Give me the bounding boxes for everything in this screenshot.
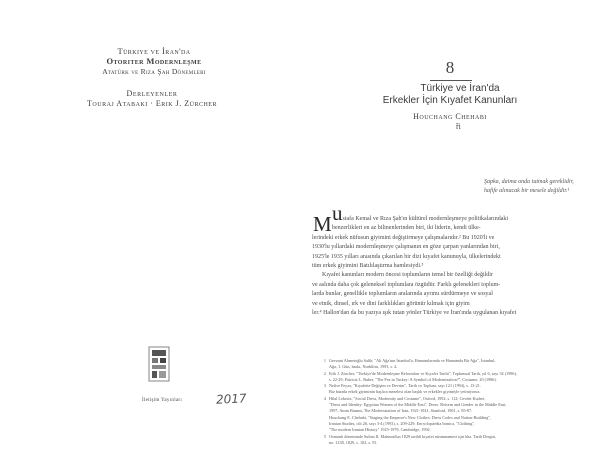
footnote-text: Osmanlı döneminde Sultan II. Mahmud'un 1829 tarihli kıyafet nizamnamesi için bkz. Tarih Dergisi, <box>329 433 497 439</box>
footnote-text: "The modern Iranian History" 1925-1979, Cambridge, 1992. <box>329 427 431 433</box>
footnote-text: Hilal Lekesiz, "Social Dress, Modernity and Costume", Oxford, 1992, s. 112; Cevdet Kudret, <box>329 395 486 401</box>
text-line: Kıyafet kanunları modern öncesi toplumların temel bir özelliği değildir <box>322 272 493 279</box>
text-line: 1930'lu yıllardaki modernleşmeye çalışmanın en göze çarpan yanlarından biri, <box>312 244 500 251</box>
editors-label: Derleyenler <box>126 89 178 98</box>
footnote-text: Ağa, 1. Gün, baskı, Nurbilim, 1993, s. 4. <box>329 364 398 370</box>
epigraph-line: Şapka, daima onda tutmak gereklidir, <box>484 179 574 185</box>
chapter-rule <box>430 80 472 81</box>
paragraph <box>312 271 597 318</box>
chapter-number: 8 <box>445 58 455 77</box>
footnote-text: s. 22-29; Patricia L. Baker, "The Fez in Turkey: A Symbol of Modernization?", Costume, 20 (1986). <box>329 376 497 382</box>
text-line: larda bunlar, genellikle toplumların aralarında ayrımı sürdürmeye ve sosyal <box>312 291 493 298</box>
handwritten-year: 2017 <box>215 391 247 407</box>
chapter-title-line2: Erkekler İçin Kıyafet Kanunları <box>382 95 518 106</box>
epigraph <box>484 178 596 196</box>
footnote-number: 2 <box>323 370 326 376</box>
footnote-text: 1997; Amin Banani, The Modernization of Iran, 1921-1941, Stanford, 1961, s. 85-87. <box>329 408 473 414</box>
editors-names: Touraj Atabaki · Erik J. Zürcher <box>87 99 217 108</box>
footnote-number: 3 <box>323 383 326 389</box>
text-line: ve aslında daha çok geleneksel toplumlara özgüdür. Farklı gelenekleri toplum- <box>312 281 501 288</box>
drop-cap: M <box>313 212 332 236</box>
book-title-line1: Türkiye ve İran'da <box>117 46 191 56</box>
footnote-text: Houchang E. Chehabi, "Staging the Emperor's New Clothes: Dress Codes and Nation-Building", <box>329 414 492 420</box>
right-page <box>300 0 600 464</box>
footnote-text: "Dress and Identity: Egyptian Women of the Middle East", Dress: Reform and Gender in the Middle East, <box>329 402 507 408</box>
text-line: ustafa Kemal ve Rıza Şah'ın kültürel modernleşmeye politikalarındaki <box>332 201 509 225</box>
chapter-title-line1: Türkiye ve İran'da <box>420 83 500 94</box>
book-subtitle: Atatürk ve Rıza Şah Dönemleri <box>102 67 206 76</box>
footnote-text: Erik J. Zürcher, "Türkiye'de Modernleşme Reformları ve Kıyafet Tarihi", Toplumsal Tarih, yıl 6, sayı 34 (1996), <box>329 370 517 376</box>
footnote-text: Iranian Studies, cilt 26, sayı 3-4 (1993), s. 209-229; Encyclopaedia Iranica, "Clothing". <box>329 420 476 426</box>
footnote <box>318 440 596 446</box>
text-line: tüm erkek giyimini Batılılaştırma hamlesiydi.³ <box>312 263 424 270</box>
footnote-text: no. 1238, 1829, s. 102, s. 55. <box>329 439 378 445</box>
chapter-author: Houchang Chehabi <box>413 112 487 121</box>
text-line: 1925'le 1935 yılları arasında çıkarılan bir dizi kıyafet kanunuyla, ülkelerindeki <box>312 253 501 260</box>
text-line: lerindeki erkek nüfusun giyimini değiştirmeye çalışmalarıdır.² Bu 1920'li ve <box>312 234 495 241</box>
text-line: ve etnik, dinsel, ırk ve dini farklılıkları görünür kılmak için giyim <box>312 300 470 307</box>
body-text <box>312 201 597 318</box>
footnote-number <box>318 440 326 446</box>
text-line: benzerlikleri en az bilinenlerinden biri, iki liderin, kendi ülke- <box>332 225 481 232</box>
epigraph-line: hafife alınacak bir mesele değildir.¹ <box>484 188 570 194</box>
publisher-name: İletişim Yayınları <box>141 398 183 403</box>
footnotes <box>318 358 596 446</box>
footnote-number: 4 <box>323 395 326 401</box>
paragraph <box>312 201 597 271</box>
footnote-text: Gevzani Ahmetoğlu Salih, "Ali Ağa'nın İstanbul'u, Hamamlarında ve Hamamda Bir Ağa", İstanbul, <box>329 358 496 363</box>
footnote-number: 5 <box>323 433 326 439</box>
author-mark: ři <box>456 122 461 131</box>
text-line: ler.⁴ Hallon'dan da bu yazıya ışık tutan yönler Türkiye ve İran'ında uygulanan kıyafet <box>312 310 517 317</box>
footnote-text: Biz burada erkek giyiminin başlıca meselesi olan başlık ve erkekler giyimiyle yetiniyoruz. <box>329 389 481 395</box>
footnote-number: 1 <box>323 358 326 363</box>
publisher-logo-icon <box>148 346 170 382</box>
book-title-line2: Otoriter Modernleşme <box>106 56 202 66</box>
footnote-text: Nefise Feyza, "Kıyafette Değişim ve Devrim", Tarih ve Toplum, sayı 121 (1994), s. 13-21. <box>329 383 481 389</box>
